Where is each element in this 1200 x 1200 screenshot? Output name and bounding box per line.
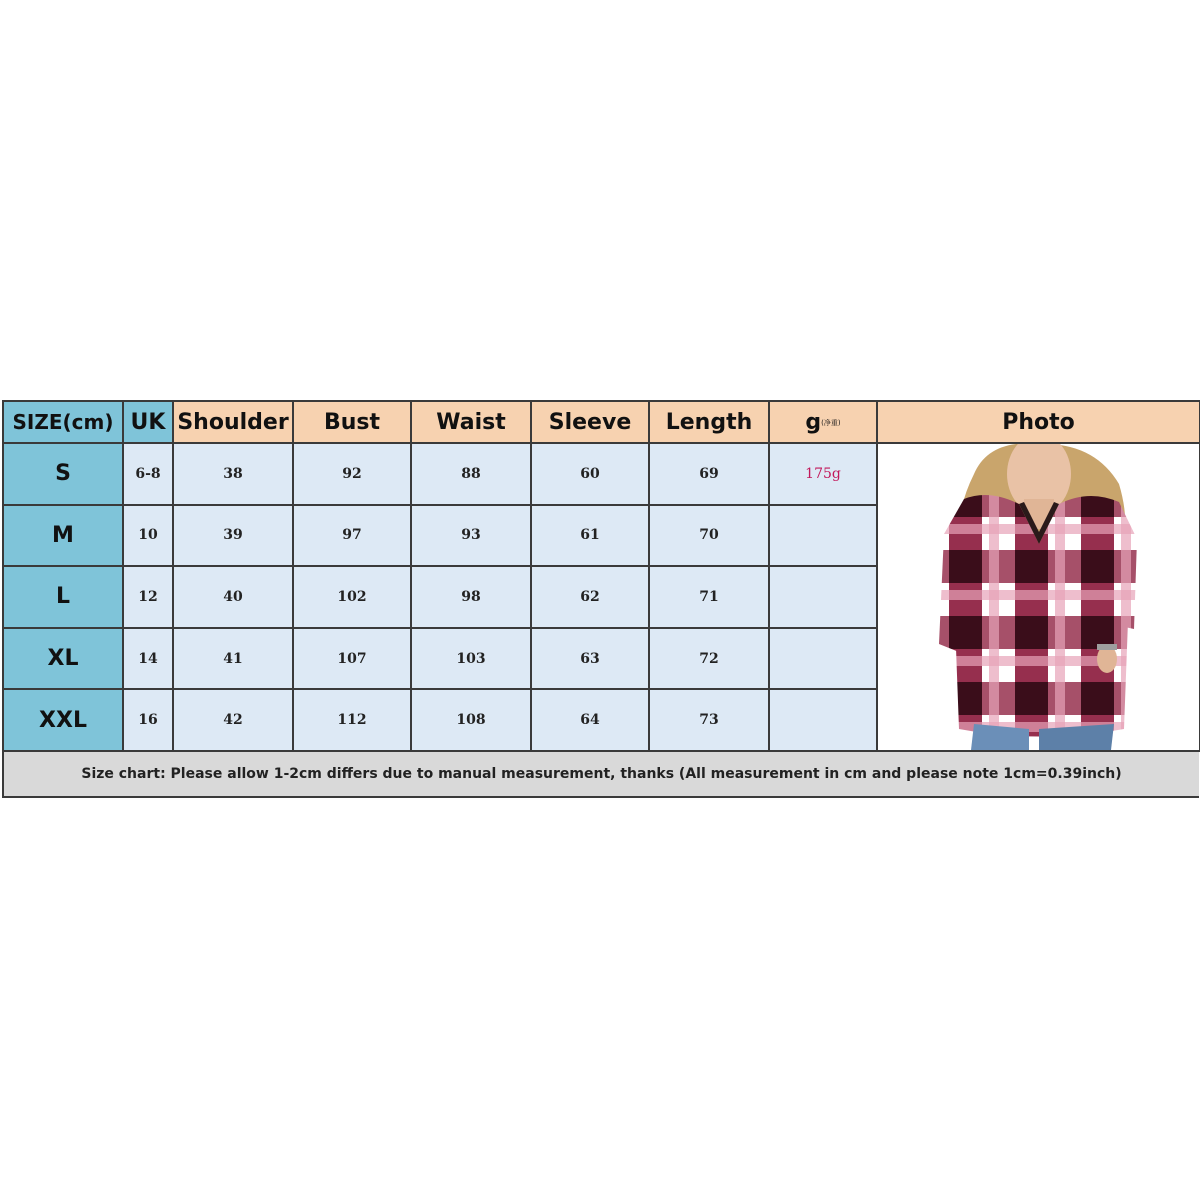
sleeve-cell: 64 — [531, 689, 649, 751]
uk-cell: 14 — [123, 628, 173, 690]
uk-cell: 12 — [123, 566, 173, 628]
size-chart-note: Size chart: Please allow 1-2cm differs due to manual measurement, thanks (All measurement in cm and please note 1cm=0.39inch) — [2, 752, 1199, 798]
sleeve-cell: 63 — [531, 628, 649, 690]
header-waist: Waist — [411, 401, 531, 443]
waist-cell: 93 — [411, 505, 531, 567]
size-label: M — [3, 505, 123, 567]
model-plaid-shirt-photo — [879, 444, 1199, 750]
header-weight — [769, 401, 877, 443]
header-shoulder: Shoulder — [173, 401, 293, 443]
header-uk: UK — [123, 401, 173, 443]
photo-cell — [877, 443, 1200, 751]
weight-cell — [769, 689, 877, 751]
header-size: SIZE(cm) — [3, 401, 123, 443]
uk-cell: 6-8 — [123, 443, 173, 505]
table-row — [3, 443, 1200, 505]
length-cell: 69 — [649, 443, 769, 505]
weight-cell — [769, 566, 877, 628]
header-row — [3, 401, 1200, 443]
waist-cell: 108 — [411, 689, 531, 751]
header-sleeve: Sleeve — [531, 401, 649, 443]
bust-cell: 92 — [293, 443, 411, 505]
shoulder-cell: 40 — [173, 566, 293, 628]
bust-cell: 107 — [293, 628, 411, 690]
length-cell: 70 — [649, 505, 769, 567]
waist-cell: 103 — [411, 628, 531, 690]
weight-note: (净重) — [821, 418, 841, 427]
weight-label: g — [805, 409, 822, 435]
shoulder-cell: 38 — [173, 443, 293, 505]
bust-cell: 112 — [293, 689, 411, 751]
bust-cell: 102 — [293, 566, 411, 628]
shoulder-cell: 41 — [173, 628, 293, 690]
header-length: Length — [649, 401, 769, 443]
size-label: XXL — [3, 689, 123, 751]
sleeve-cell: 60 — [531, 443, 649, 505]
waist-cell: 98 — [411, 566, 531, 628]
bust-cell: 97 — [293, 505, 411, 567]
header-bust: Bust — [293, 401, 411, 443]
size-label: L — [3, 566, 123, 628]
length-cell: 72 — [649, 628, 769, 690]
weight-cell — [769, 628, 877, 690]
weight-cell — [769, 505, 877, 567]
waist-cell: 88 — [411, 443, 531, 505]
size-label: XL — [3, 628, 123, 690]
length-cell: 71 — [649, 566, 769, 628]
header-photo: Photo — [877, 401, 1200, 443]
shoulder-cell: 39 — [173, 505, 293, 567]
size-chart — [2, 400, 1199, 800]
length-cell: 73 — [649, 689, 769, 751]
shoulder-cell: 42 — [173, 689, 293, 751]
sleeve-cell: 61 — [531, 505, 649, 567]
uk-cell: 10 — [123, 505, 173, 567]
uk-cell: 16 — [123, 689, 173, 751]
weight-cell: 175g — [769, 443, 877, 505]
sleeve-cell: 62 — [531, 566, 649, 628]
size-label: S — [3, 443, 123, 505]
size-table — [2, 400, 1200, 752]
